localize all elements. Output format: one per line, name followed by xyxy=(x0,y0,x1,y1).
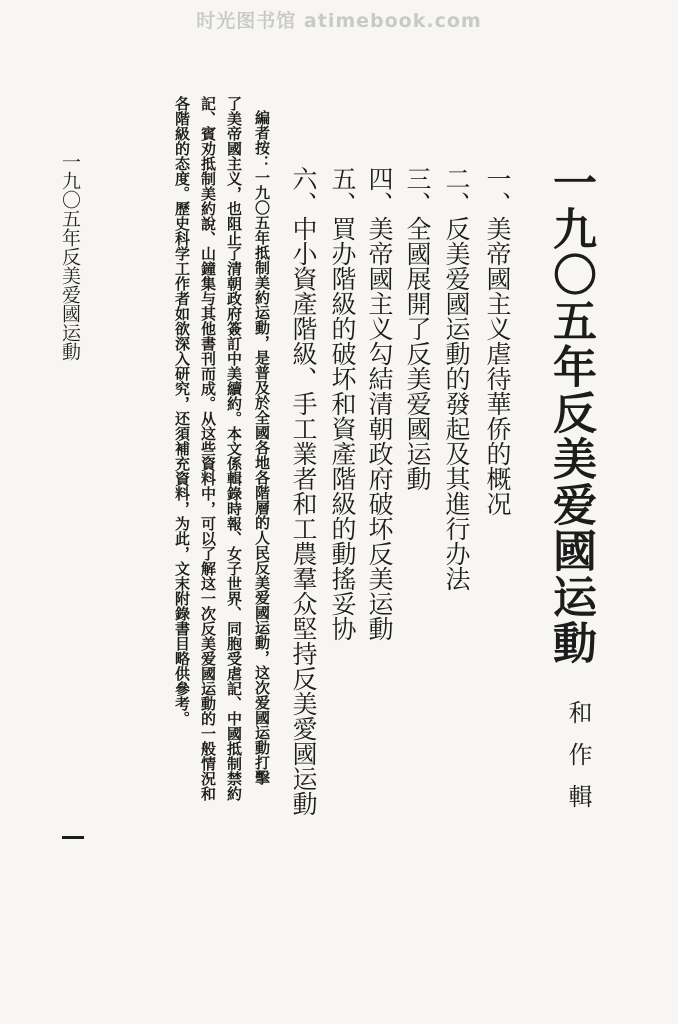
toc-item: 四、美帝國主义勾結清朝政府破坏反美运動 xyxy=(365,166,394,641)
editor-note-line: 了美帝國主义，也阻止了清朝政府簽訂中美續約。本文係輯錄時報、女子世界、同胞受虐記、中國抵制禁約 xyxy=(225,96,243,801)
article-author: 和作輯 xyxy=(564,700,592,826)
editor-note-line: 編者按：一九〇五年抵制美約运動，是普及於全國各地各階層的人民反美爱國运動，这次爱國运動打擊 xyxy=(253,110,271,785)
article-title: 一九〇五年反美爱國运動 xyxy=(545,160,596,666)
toc-item: 五、買办階級的破坏和資產階級的動搖妥协 xyxy=(328,166,357,641)
toc-item: 六、中小資產階級、手工業者和工農羣众堅持反美愛國运動 xyxy=(289,166,318,816)
page-number xyxy=(62,836,84,839)
toc-item: 三、全國展開了反美爱國运動 xyxy=(403,166,432,491)
editor-note-line: 記、賓劝抵制美約說、山鐘集与其他書刊而成。从这些資料中，可以了解这一次反美爱國运動的一般情況和 xyxy=(199,96,217,801)
running-header: 一九〇五年反美爱國运動 xyxy=(59,152,81,361)
editor-note-line: 各階級的态度。歷史科学工作者如欲深入研究，还須補充資料，为此，文末附錄書目略供參考。 xyxy=(173,96,191,726)
toc-item: 一、美帝國主义虐待華侨的概况 xyxy=(483,166,512,516)
toc-item: 二、反美爱國运動的發起及其進行办法 xyxy=(442,166,471,591)
watermark: 时光图书馆 atimebook.com xyxy=(196,10,482,32)
